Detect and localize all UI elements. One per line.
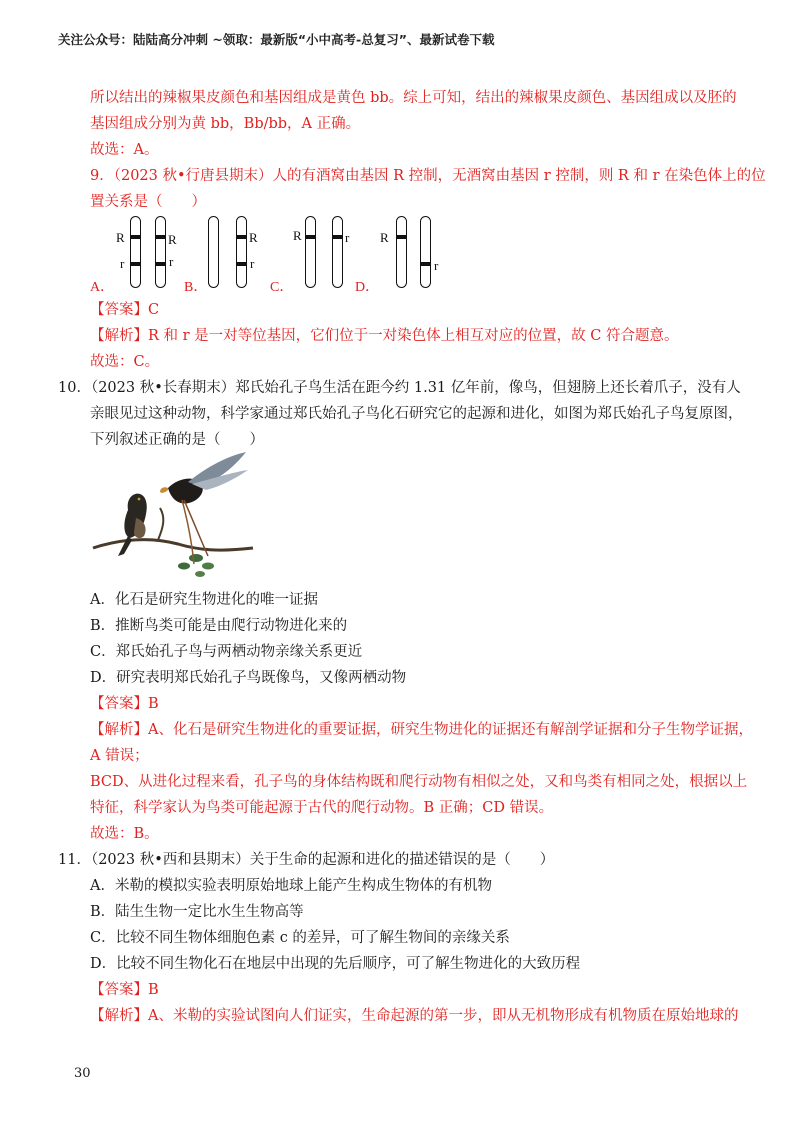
gene-label-r: r: [250, 256, 255, 271]
gene-band: [236, 235, 247, 239]
gene-band: [130, 235, 141, 239]
gene-band: [155, 235, 166, 239]
q10-option-d: D．研究表明郑氏始孔子鸟既像鸟，又像两栖动物: [90, 670, 407, 686]
q11-option-b: B．陆生生物一定比水生生物高等: [90, 904, 304, 920]
gene-band: [420, 262, 431, 266]
chromosome: [305, 216, 316, 288]
chromosome: [236, 216, 247, 288]
gene-band: [396, 235, 407, 239]
q10-option-a: A．化石是研究生物进化的唯一证据: [90, 592, 318, 608]
gene-label-r: r: [120, 256, 125, 271]
gene-label-r: r: [434, 258, 439, 273]
chromosome: [332, 216, 343, 288]
q9-stem-line-2: 置关系是（ ）: [90, 194, 206, 210]
prev-answer-conclusion: 故选：A。: [90, 142, 159, 158]
q10-analysis-line-1: 【解析】A、化石是研究生物进化的重要证据，研究生物进化的证据还有解剖学证据和分子生物学证据，: [90, 722, 753, 738]
gene-label-R: R: [116, 230, 125, 245]
q10-conclusion: 故选：B。: [90, 826, 159, 842]
gene-label-r: r: [345, 230, 350, 245]
q9-stem-line-1: 9．（2023 秋•行唐县期末）人的有酒窝由基因 R 控制，无酒窝由基因 r 控制，则 R 和 r 在染色体上的位: [90, 168, 766, 184]
q11-option-c: C．比较不同生物体细胞色素 c 的差异，可了解生物间的亲缘关系: [90, 930, 510, 946]
q11-stem: 11．（2023 秋•西和县期末）关于生命的起源和进化的描述错误的是（ ）: [58, 852, 555, 868]
chromosome: [208, 216, 219, 288]
gene-label-r: r: [169, 254, 174, 269]
q10-answer: 【答案】B: [90, 696, 159, 712]
q10-analysis-line-2: A 错误；: [90, 748, 149, 764]
q10-stem-line-2: 亲眼见过这种动物，科学家通过郑氏始孔子鸟化石研究它的起源和进化，如图为郑氏始孔子鸟复原图，: [90, 406, 743, 422]
page-header: 关注公众号：陆陆高分冲刺 ~领取：最新版“小中高考-总复习”、最新试卷下载: [58, 32, 495, 47]
gene-band: [130, 262, 141, 266]
chromosome: [130, 216, 141, 288]
prev-answer-line-2: 基因组成分别为黄 bb，Bb/bb，A 正确。: [90, 116, 361, 132]
q9-conclusion: 故选：C。: [90, 354, 160, 370]
gene-label-R: R: [168, 232, 177, 247]
q10-analysis-line-3: BCD、从进化过程来看，孔子鸟的身体结构既和爬行动物有相似之处，又和鸟类有相同之处，根据以上: [90, 774, 748, 790]
q10-option-b: B．推断鸟类可能是由爬行动物进化来的: [90, 618, 348, 634]
q9-option-c-label: C．: [270, 280, 294, 295]
q10-stem-line-1: 10．（2023 秋•长春期末）郑氏始孔子鸟生活在距今约 1.31 亿年前，像鸟，但翅膀上还长着爪子，没有人: [58, 380, 741, 396]
gene-band: [236, 262, 247, 266]
gene-label-R: R: [380, 230, 389, 245]
page-number: 30: [74, 1066, 91, 1081]
gene-band: [305, 235, 316, 239]
gene-label-R: R: [249, 230, 258, 245]
chromosome: [396, 216, 407, 288]
chromosome: [155, 216, 166, 288]
gene-label-R: R: [293, 228, 302, 243]
q9-option-b-label: B．: [184, 280, 208, 295]
gene-band: [332, 235, 343, 239]
q9-analysis: 【解析】R 和 r 是一对等位基因，它们位于一对染色体上相互对应的位置，故 C 符合题意。: [90, 328, 679, 344]
q9-option-d-label: D．: [355, 280, 380, 295]
gene-band: [155, 262, 166, 266]
q11-option-d: D．比较不同生物化石在地层中出现的先后顺序，可了解生物进化的大致历程: [90, 956, 581, 972]
q9-option-a-label: A．: [90, 280, 115, 295]
q11-option-a: A．米勒的模拟实验表明原始地球上能产生构成生物体的有机物: [90, 878, 492, 894]
q11-analysis-line-1: 【解析】A、米勒的实验试图向人们证实，生命起源的第一步，即从无机物形成有机物质在原始地球的: [90, 1008, 739, 1024]
q10-option-c: C．郑氏始孔子鸟与两栖动物亲缘关系更近: [90, 644, 363, 660]
q10-stem-line-3: 下列叙述正确的是（ ）: [90, 432, 264, 448]
q10-analysis-line-4: 特征，科学家认为鸟类可能起源于古代的爬行动物。B 正确；CD 错误。: [90, 800, 554, 816]
q9-answer: 【答案】C: [90, 302, 160, 318]
chromosome: [420, 216, 431, 288]
prev-answer-line-1: 所以结出的辣椒果皮颜色和基因组成是黄色 bb。综上可知，结出的辣椒果皮颜色、基因组成以及胚的: [90, 90, 737, 106]
q11-answer: 【答案】B: [90, 982, 159, 998]
confuciusornis-illustration: [88, 448, 268, 588]
